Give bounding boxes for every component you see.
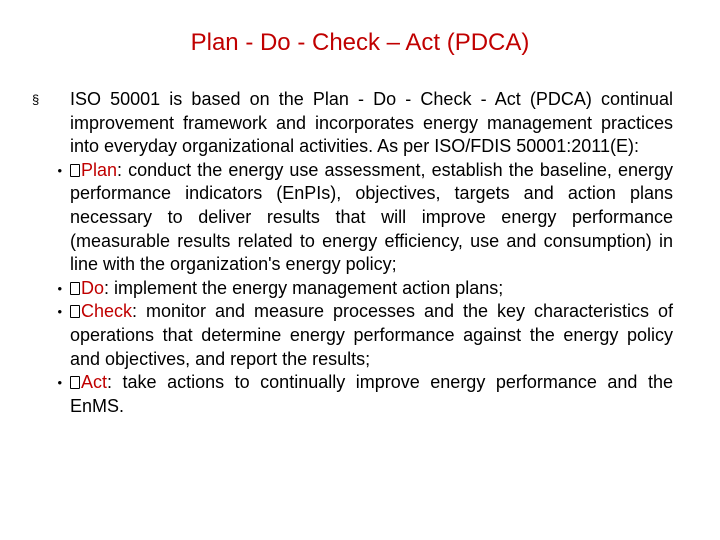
- list-item-check: [30, 300, 673, 371]
- act-text: : take actions to continually improve energy performance and the EnMS.: [70, 372, 673, 416]
- list-item-plan: [30, 159, 673, 277]
- missing-glyph-icon: [70, 282, 80, 295]
- slide-body: [30, 88, 673, 418]
- slide-title: Plan - Do - Check – Act (PDCA): [190, 29, 530, 56]
- bullet-icon: •: [57, 162, 62, 178]
- missing-glyph-icon: [70, 164, 80, 177]
- missing-glyph-icon: [70, 305, 80, 318]
- square-bullet-icon: §: [32, 92, 40, 107]
- do-text: : implement the energy management action plans;: [104, 277, 504, 298]
- list-item-act: [30, 371, 673, 418]
- missing-glyph-icon: [70, 376, 80, 389]
- plan-text: : conduct the energy use assessment, establish the baseline, energy performance indicators (EnPIs), objectives, targets and action plans necessary to deliver results that will improve energy performance (measurable results related to energy efficiency, use and consumption) in line with the organization's energy policy;: [70, 159, 673, 275]
- bullet-icon: •: [57, 280, 62, 296]
- bullet-icon: •: [57, 304, 62, 320]
- term-plan: Plan: [81, 159, 118, 180]
- term-act: Act: [81, 372, 108, 393]
- check-text: : monitor and measure processes and the key characteristics of operations that determine energy performance against the energy policy and objectives, and report the results;: [70, 301, 673, 369]
- bullet-icon: •: [57, 375, 62, 391]
- term-check: Check: [81, 301, 133, 322]
- term-do: Do: [81, 277, 105, 298]
- list-item-do: [30, 277, 673, 301]
- intro-paragraph: [30, 88, 673, 159]
- intro-text: ISO 50001 is based on the Plan - Do - Check - Act (PDCA) continual improvement framework and incorporates energy management practices into everyday organizational activities. As per ISO/FDIS 50001:2011(E):: [70, 89, 673, 157]
